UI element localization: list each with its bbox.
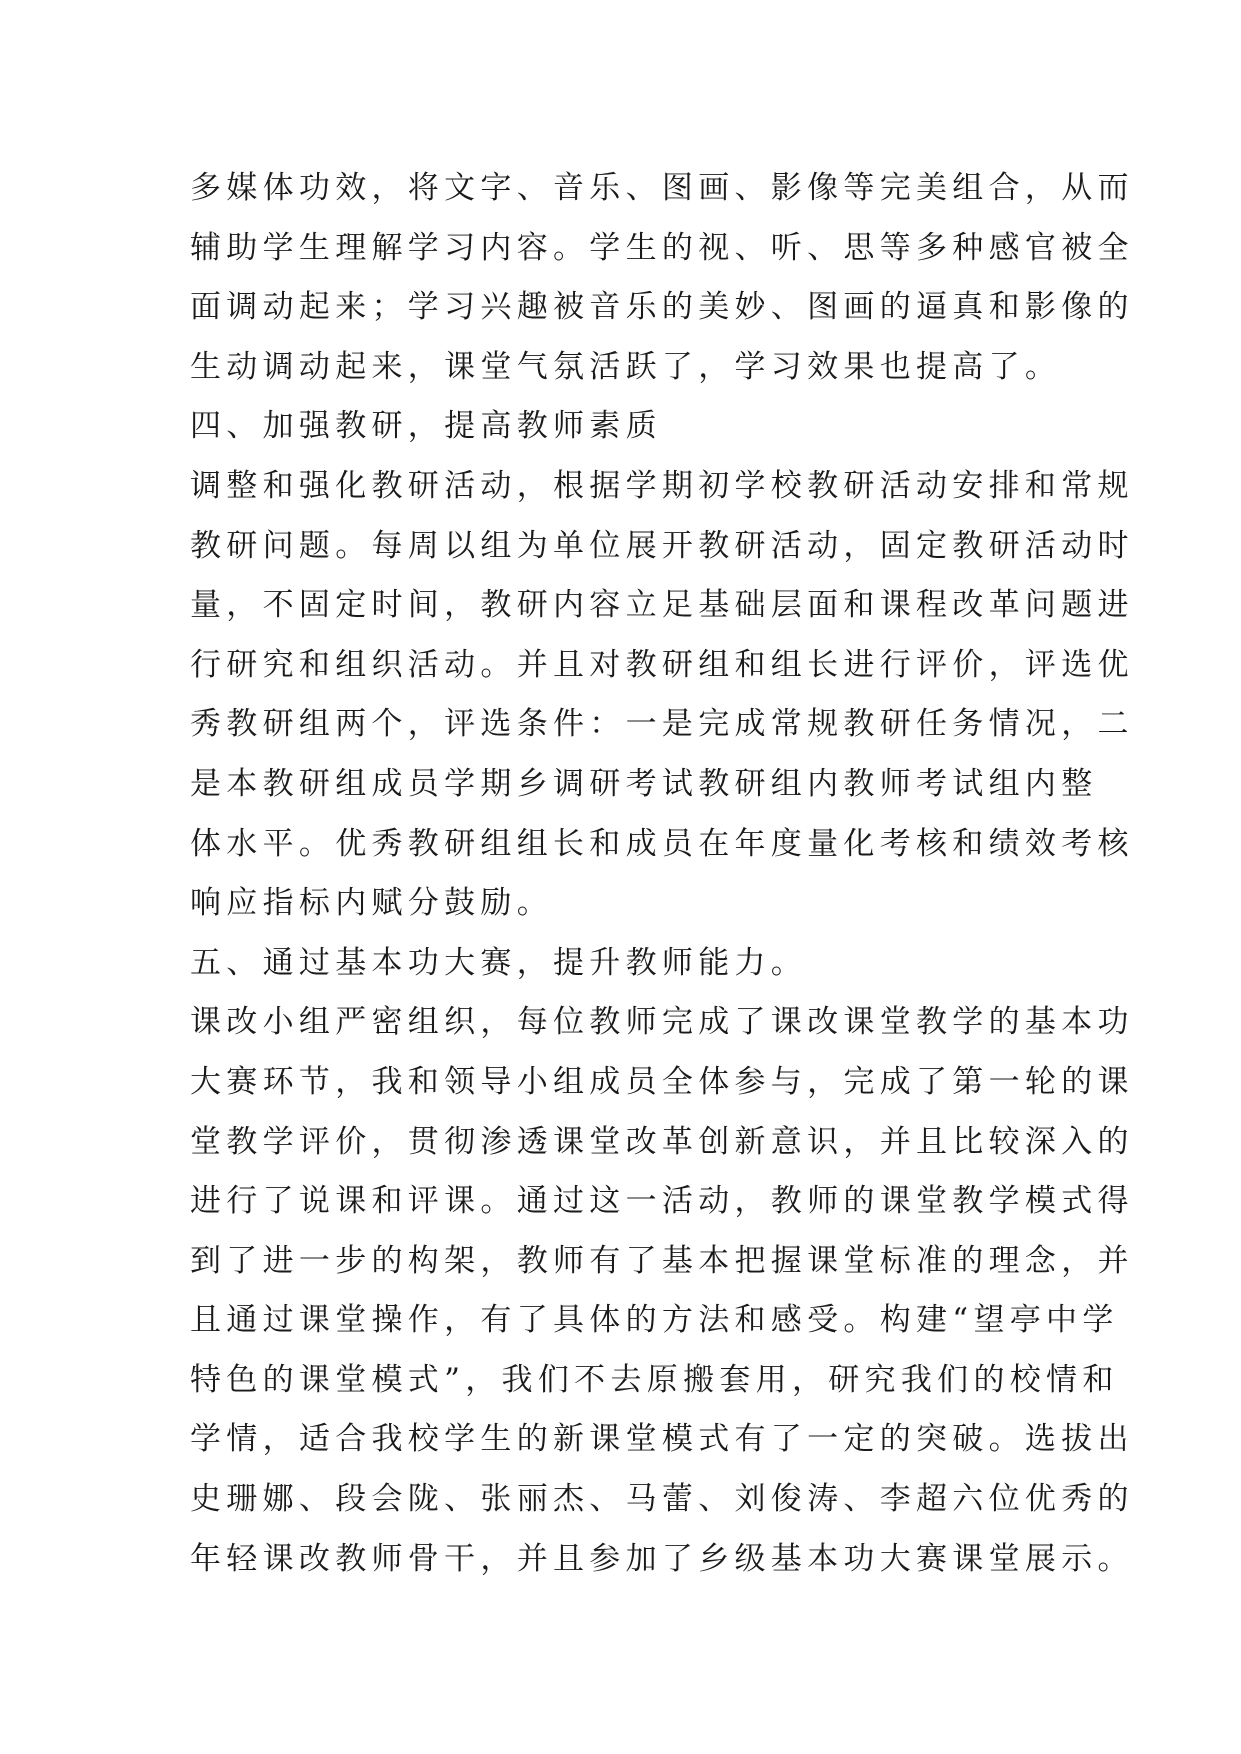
body-line: 进行了说课和评课。通过这一活动，教师的课堂教学模式得 [190,1183,1134,1220]
body-line: 秀教研组两个，评选条件：一是完成常规教研任务情况，二 [190,706,1134,743]
body-line: 生动调动起来，课堂气氛活跃了，学习效果也提高了。 [190,348,1062,385]
body-line: 课改小组严密组织，每位教师完成了课改课堂教学的基本功 [190,1004,1134,1041]
section-heading-5: 五、通过基本功大赛，提升教师能力。 [190,944,808,981]
body-line: 且通过课堂操作，有了具体的方法和感受。构建“望亭中学 [190,1302,1119,1339]
body-line: 调整和强化教研活动，根据学期初学校教研活动安排和常规 [190,467,1134,504]
section-heading-4: 四、加强教研，提高教师素质 [190,408,662,445]
body-line: 年轻课改教师骨干，并且参加了乡级基本功大赛课堂展示。 [190,1540,1134,1577]
body-line: 教研问题。每周以组为单位展开教研活动，固定教研活动时 [190,527,1134,564]
body-line: 特色的课堂模式”，我们不去原搬套用，研究我们的校情和 [190,1361,1119,1398]
body-line: 体水平。优秀教研组组长和成员在年度量化考核和绩效考核 [190,825,1134,862]
body-line: 是本教研组成员学期乡调研考试教研组内教师考试组内整 [190,765,1098,802]
body-line: 量，不固定时间，教研内容立足基础层面和课程改革问题进 [190,587,1134,624]
body-line: 大赛环节，我和领导小组成员全体参与，完成了第一轮的课 [190,1063,1134,1100]
body-line: 响应指标内赋分鼓励。 [190,885,553,922]
body-line: 到了进一步的构架，教师有了基本把握课堂标准的理念，并 [190,1242,1134,1279]
body-line: 堂教学评价，贯彻渗透课堂改革创新意识，并且比较深入的 [190,1123,1134,1160]
body-line: 行研究和组织活动。并且对教研组和组长进行评价，评选优 [190,646,1134,683]
body-line: 多媒体功效，将文字、音乐、图画、影像等完美组合，从而 [190,170,1134,206]
body-line: 学情，适合我校学生的新课堂模式有了一定的突破。选拔出 [190,1421,1134,1458]
body-line: 辅助学生理解学习内容。学生的视、听、思等多种感官被全 [190,229,1134,266]
body-line: 史珊娜、段会陇、张丽杰、马蕾、刘俊涛、李超六位优秀的 [190,1481,1134,1518]
document-body [190,159,1134,1589]
body-line: 面调动起来；学习兴趣被音乐的美妙、图画的逼真和影像的 [190,289,1134,326]
